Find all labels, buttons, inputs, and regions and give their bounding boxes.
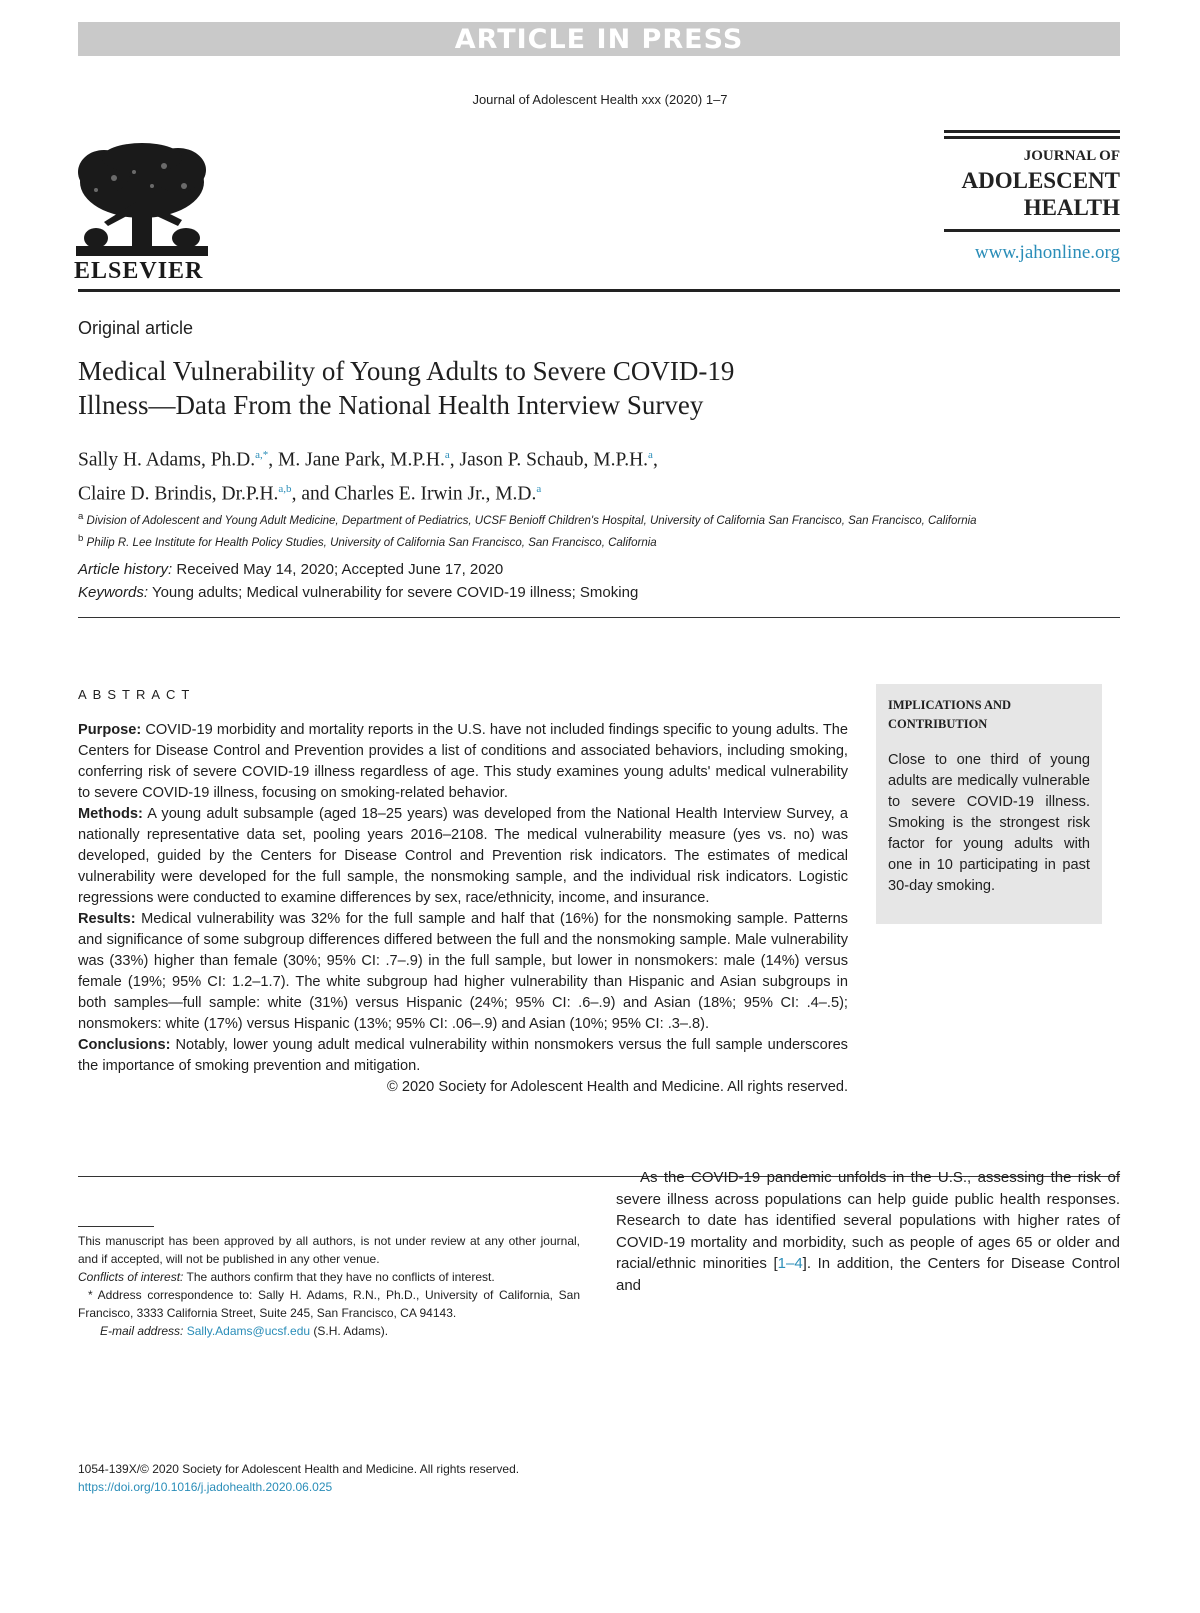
section-text: Notably, lower young adult medical vulnerability within nonsmokers versus the full sample underscores the importance of smoking prevention and mitigation. [78, 1037, 848, 1074]
footnotes [78, 1232, 580, 1340]
logo-rule [944, 136, 1120, 139]
article-type: Original article [78, 318, 194, 338]
keywords-line [78, 581, 978, 604]
section-text: COVID-19 morbidity and mortality reports in the U.S. have not included findings specific to young adults. The Centers for Disease Control and Prevention provides a list of conditions and associated behaviors, including smoking, conferring risk of severe COVID-19 illness regardless of age. This study examines young adults' medical vulnerability to severe COVID-19 illness, focusing on smoking-related behavior. [78, 722, 848, 801]
article-in-press-banner [78, 22, 1120, 56]
section-label: Purpose: [78, 722, 142, 738]
history-dates: Received May 14, 2020; Accepted June 17, 2020 [176, 561, 504, 578]
abstract-copyright: © 2020 Society for Adolescent Health and Medicine. All rights reserved. [387, 1079, 848, 1095]
affiliation-item [78, 508, 1138, 530]
abstract-results [78, 909, 848, 1035]
title-line: Illness—Data From the National Health Interview Survey [78, 390, 704, 420]
author-list [78, 441, 978, 508]
author-name: Charles E. Irwin Jr., M.D. [334, 483, 537, 504]
section-text: Medical vulnerability was 32% for the full sample and half that (16%) for the nonsmoking sample. Patterns and significance of some subgroup differences differed between the full and the nonsmoking sample. Male vulnerability was (33%) higher than female (30%; 95% CI: .7–.9) in the full sample, but lower in nonsmokers: male (14%) versus female (19%; 95% CI: 1.2–1.7). The white subgroup had higher vulnerability than Hispanic and Asian subgroups in both samples—full sample: white (31%) versus Hispanic (24%; 95% CI: .6–.9) and Asian (18%; 95% CI: .4–.5); nonsmokers: white (17%) versus Hispanic (13%; 95% CI: .06–.9) and Asian (10%; 95% CI: .3–.8). [78, 911, 848, 1032]
abstract-conclusions [78, 1035, 848, 1077]
abstract-purpose [78, 720, 848, 804]
title-line: Medical Vulnerability of Young Adults to Severe COVID-19 [78, 356, 735, 386]
affiliation-label: b [78, 532, 84, 544]
footnote-text: The authors confirm that they have no conflicts of interest. [186, 1270, 495, 1284]
logo-rule [944, 130, 1120, 133]
affiliation-text: Philip R. Lee Institute for Health Policy Studies, University of California San Francisco, San Francisco, California [86, 536, 657, 549]
author-separator: , [449, 449, 460, 471]
footnote-label: E-mail address: [100, 1324, 184, 1338]
logo-rule [944, 229, 1120, 232]
footnote-text: (S.H. Adams). [313, 1324, 389, 1338]
section-label: Conclusions: [78, 1037, 171, 1053]
author-separator: , and [291, 483, 335, 504]
footnote-email [78, 1322, 580, 1340]
body-paragraph [616, 1167, 1120, 1296]
implications-box [876, 684, 1102, 924]
footnote-conflicts [78, 1268, 580, 1286]
journal-url-link[interactable]: www.jahonline.org [974, 242, 1120, 263]
author-affiliation-link[interactable]: a [536, 482, 542, 495]
affiliation-text: Division of Adolescent and Young Adult Medicine, Department of Pediatrics, UCSF Benioff Children's Hospital, University of California San Francisco, San Francisco, California [86, 514, 977, 527]
author-name: Sally H. Adams, Ph.D. [78, 449, 256, 471]
footnote-correspondence: * Address correspondence to: Sally H. Adams, R.N., Ph.D., University of California, San Francisco, 3333 California Street, Suite 245, San Francisco, CA 94143. [78, 1288, 580, 1320]
issn-block [78, 1460, 678, 1496]
affiliation-item [78, 530, 1138, 552]
header-divider [78, 289, 1120, 292]
elsevier-wordmark: ELSEVIER [74, 258, 204, 284]
divider [78, 617, 1120, 618]
author-name: M. Jane Park, M.P.H. [278, 449, 445, 471]
section-label: Methods: [78, 806, 143, 822]
footnote-rule [78, 1226, 154, 1227]
body-text-segment: As the COVID-19 pandemic unfolds in the U.S., assessing the risk of severe illness across populations can help guide public health responses. Research to date has identified several populations with higher rates of COVID-19 mortality and morbidity, such as people of ages 65 or older and racial/ethnic minorities [616, 1169, 1120, 1272]
implications-text: Close to one third of young adults are medically vulnerable to severe COVID-19 illness. Smoking is the strongest risk factor for young adults with one in 10 participating in past 30-day smoking. [888, 752, 1090, 894]
section-label: Results: [78, 911, 136, 927]
keywords-label: Keywords: [78, 584, 149, 601]
journal-citation: Journal of Adolescent Health xxx (2020) 1–7 [472, 92, 728, 107]
doi-link[interactable]: https://doi.org/10.1016/j.jadohealth.2020.06.025 [78, 1480, 333, 1494]
author-name: Claire D. Brindis, Dr.P.H. [78, 483, 279, 504]
email-link[interactable]: Sally.Adams@ucsf.edu [186, 1324, 311, 1338]
author-separator: , [268, 449, 279, 471]
author-affiliation-link[interactable]: a [648, 449, 653, 461]
author-affiliation-link[interactable]: a,* [255, 449, 269, 461]
journal-logo-line3: HEALTH [1023, 195, 1120, 220]
ref-bracket: [ [773, 1255, 778, 1272]
journal-logo-line1: JOURNAL OF [1023, 148, 1120, 164]
affiliation-label: a [78, 511, 84, 522]
issn-line: 1054-139X/© 2020 Society for Adolescent Health and Medicine. All rights reserved. [78, 1462, 520, 1476]
ref-bracket: ]. [802, 1255, 812, 1272]
abstract-heading: ABSTRACT [78, 687, 196, 702]
footnote-approval: This manuscript has been approved by all authors, is not under review at any other journal, and if accepted, will not be published in any other venue. [78, 1234, 580, 1266]
article-title [78, 354, 878, 422]
history-line [78, 558, 978, 581]
article-history [78, 558, 978, 604]
journal-logo [944, 130, 1120, 264]
banner-text: ARTICLE IN PRESS [454, 23, 744, 55]
author-separator: , [652, 449, 658, 471]
history-label: Article history: [78, 561, 173, 578]
body-text-segment: In addition, the Centers for Disease Control and [616, 1255, 1121, 1294]
author-affiliation-link[interactable]: a [444, 449, 450, 461]
footnote-label: Conflicts of interest: [78, 1270, 184, 1284]
abstract-text [78, 720, 848, 1098]
section-text: A young adult subsample (aged 18–25 years) was developed from the National Health Interview Survey, a nationally representative data set, pooling years 2016–2108. The medical vulnerability measure (yes vs. no) was developed, guided by the Centers for Disease Control and Prevention risk indicators. The estimates of medical vulnerability were developed for the full sample, the nonsmoking sample, and the individual risk indicators. Logistic regressions were conducted to examine differences by sex, race/ethnicity, income, and insurance. [78, 806, 849, 906]
body-text [616, 1167, 1120, 1296]
journal-logo-line2: ADOLESCENT [961, 168, 1120, 193]
abstract-methods [78, 804, 848, 909]
author-name: Jason P. Schaub, M.P.H. [459, 449, 649, 471]
affiliations [78, 508, 1138, 552]
reference-link[interactable]: 1–4 [777, 1255, 803, 1272]
keywords: Young adults; Medical vulnerability for severe COVID-19 illness; Smoking [151, 584, 639, 601]
implications-heading: IMPLICATIONS AND CONTRIBUTION [888, 698, 1012, 731]
author-affiliation-link[interactable]: a,b [278, 482, 292, 495]
